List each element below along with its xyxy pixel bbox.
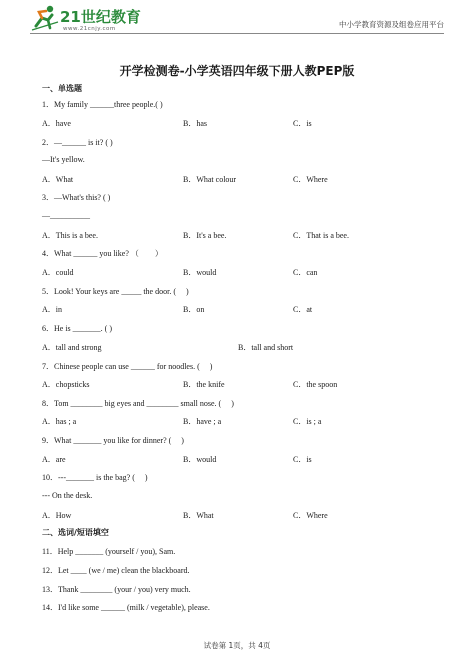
q1-option-b: B．has — [183, 119, 207, 128]
q7-option-c: C．the spoon — [293, 380, 338, 389]
q6-option-b: B．tall and short — [238, 343, 294, 352]
question-10-response: --- On the desk. — [42, 491, 93, 500]
question-2-response: —It's yellow. — [42, 155, 85, 164]
q10-option-c: C．Where — [293, 511, 328, 520]
q9-option-c: C．is — [293, 455, 312, 464]
logo-url: www.21cnjy.com — [63, 26, 116, 32]
question-10: 10．---_______ is the bag? ( ) — [42, 473, 148, 482]
q4-option-b: B．would — [183, 268, 217, 277]
question-14: 14．I'd like some ______ (milk / vegetable), please. — [42, 603, 210, 612]
page-title: 开学检测卷-小学英语四年级下册人教PEP版 — [119, 64, 355, 78]
section-heading-multiple-choice: 一、单选题 — [42, 84, 82, 93]
q10-option-a: A．How — [42, 511, 72, 520]
question-11: 11．Help _______ (yourself / you), Sam. — [42, 547, 176, 556]
question-6: 6．He is _______. ( ) — [42, 324, 112, 333]
q3-option-c: C．That is a bee. — [293, 231, 349, 240]
q8-option-a: A．has ; a — [42, 417, 77, 426]
page-footer: 试卷第 1页，共 4页 — [203, 641, 271, 650]
q2-option-c: C．Where — [293, 175, 328, 184]
q9-option-b: B．would — [183, 455, 217, 464]
question-8: 8．Tom ________ big eyes and ________ small nose. ( ) — [42, 399, 234, 408]
section-heading-fill-in: 二、选词/短语填空 — [42, 528, 109, 537]
q4-option-c: C．can — [293, 268, 318, 277]
question-2: 2．—______ is it? ( ) — [42, 138, 113, 147]
page-header — [0, 0, 474, 40]
q8-option-b: B．have ; a — [183, 417, 222, 426]
q7-option-b: B．the knife — [183, 380, 225, 389]
question-5: 5．Look! Your keys are _____ the door. ( ) — [42, 287, 189, 296]
question-3-response: —__________ — [42, 211, 90, 220]
runner-logo-icon — [30, 4, 60, 32]
q5-option-a: A．in — [42, 305, 62, 314]
question-1: 1．My family ______three people.( ) — [42, 100, 163, 109]
q8-option-c: C．is ; a — [293, 417, 322, 426]
question-7: 7．Chinese people can use ______ for noodles. ( ) — [42, 362, 213, 371]
question-3: 3．—What's this? ( ) — [42, 193, 111, 202]
q5-option-c: C．at — [293, 305, 313, 314]
q2-option-a: A．What — [42, 175, 74, 184]
q4-option-a: A．could — [42, 268, 74, 277]
q9-option-a: A．are — [42, 455, 66, 464]
q3-option-a: A．This is a bee. — [42, 231, 98, 240]
q1-option-a: A．have — [42, 119, 71, 128]
q10-option-b: B．What — [183, 511, 214, 520]
q5-option-b: B．on — [183, 305, 205, 314]
platform-name: 中小学教育资源及组卷应用平台 — [339, 20, 444, 29]
q1-option-c: C．is — [293, 119, 312, 128]
question-13: 13．Thank ________ (your / you) very much. — [42, 585, 191, 594]
q7-option-a: A．chopsticks — [42, 380, 90, 389]
question-12: 12．Let ____ (we / me) clean the blackboard. — [42, 566, 190, 575]
question-4: 4．What ______ you like? （ ） — [42, 249, 163, 258]
logo-text: 21世纪教育 — [60, 8, 141, 26]
brand-logo — [30, 4, 170, 34]
q2-option-b: B．What colour — [183, 175, 237, 184]
q6-option-a: A．tall and strong — [42, 343, 102, 352]
q3-option-b: B．It's a bee. — [183, 231, 227, 240]
question-9: 9．What _______ you like for dinner? ( ) — [42, 436, 184, 445]
header-divider — [30, 33, 444, 34]
